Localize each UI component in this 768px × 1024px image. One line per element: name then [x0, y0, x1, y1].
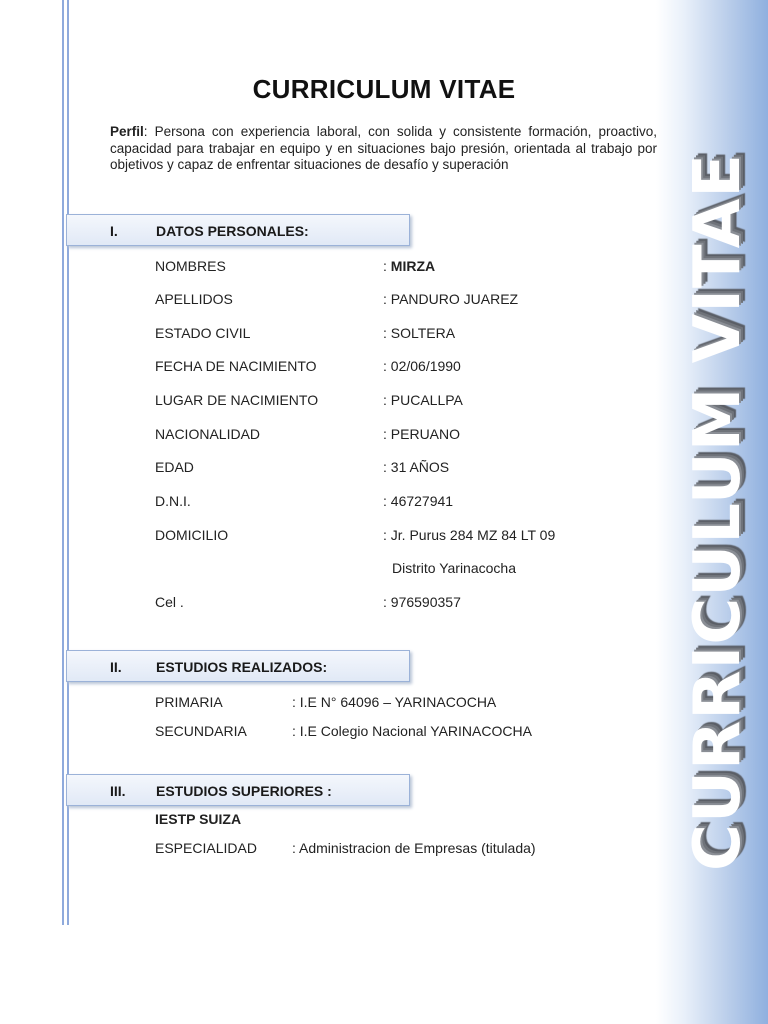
datos-key: LUGAR DE NACIMIENTO — [155, 392, 319, 408]
datos-key: APELLIDOS — [155, 291, 233, 307]
datos-value: Distrito Yarinacocha — [392, 560, 516, 576]
datos-value: : PUCALLPA — [383, 392, 463, 408]
section-number: III. — [110, 783, 126, 799]
superiores-value: : Administracion de Empresas (titulada) — [292, 840, 536, 856]
datos-key: D.N.I. — [155, 493, 191, 509]
datos-value: : PERUANO — [383, 426, 461, 442]
datos-value: : MIRZA — [383, 258, 436, 274]
estudios-value: : I.E N° 64096 – YARINACOCHA — [292, 694, 497, 710]
datos-value: : 976590357 — [383, 594, 461, 610]
page-title: CURRICULUM VITAE — [252, 74, 516, 104]
section-number: II. — [110, 659, 122, 675]
left-rule-outer — [62, 0, 64, 925]
estudios-key: PRIMARIA — [155, 694, 223, 710]
section-number: I. — [110, 223, 118, 239]
datos-key: FECHA DE NACIMIENTO — [155, 358, 317, 374]
datos-value: : PANDURO JUAREZ — [383, 291, 519, 307]
datos-key: NACIONALIDAD — [155, 426, 261, 442]
section-label: ESTUDIOS SUPERIORES : — [156, 783, 332, 799]
datos-key: DOMICILIO — [155, 527, 229, 543]
datos-value: : 31 AÑOS — [383, 459, 450, 475]
perfil-label: Perfil — [110, 124, 144, 139]
datos-key: EDAD — [155, 459, 194, 475]
side-title-text: CURRICULUM VITAE — [681, 153, 755, 871]
section-label: DATOS PERSONALES: — [156, 223, 309, 239]
datos-value: : 02/06/1990 — [383, 358, 461, 374]
perfil-paragraph — [110, 124, 657, 174]
nombre-value: MIRZA — [390, 258, 436, 274]
datos-key: Cel . — [155, 594, 184, 610]
perfil-text: : Persona con experiencia laboral, con solida y consistente formación, proactivo, capacidad para trabajar en equipo y en situaciones bajo presión, orientada al trabajo por objetivos y capaz de enfrentar situaciones de desafío y superación — [110, 124, 657, 172]
datos-value: : 46727941 — [383, 493, 454, 509]
institucion-name: IESTP SUIZA — [155, 811, 242, 827]
section-header-estudios-superiores — [66, 774, 410, 806]
section-header-datos-personales — [66, 214, 410, 246]
section-header-estudios-realizados — [66, 650, 410, 682]
datos-value: : Jr. Purus 284 MZ 84 LT 09 — [383, 527, 556, 543]
datos-key: NOMBRES — [155, 258, 226, 274]
section-label: ESTUDIOS REALIZADOS: — [156, 659, 328, 675]
estudios-value: : I.E Colegio Nacional YARINACOCHA — [292, 723, 532, 739]
datos-value: : SOLTERA — [383, 325, 456, 341]
estudios-key: SECUNDARIA — [155, 723, 247, 739]
superiores-key: ESPECIALIDAD — [155, 840, 257, 856]
datos-key: ESTADO CIVIL — [155, 325, 251, 341]
